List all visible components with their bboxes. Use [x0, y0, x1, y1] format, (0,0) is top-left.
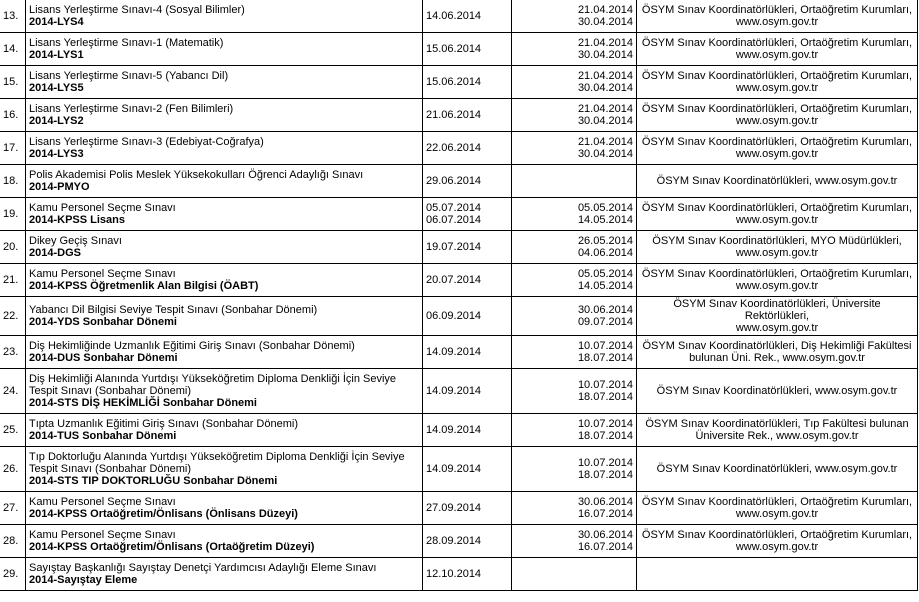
exam-date-cell [423, 447, 511, 491]
exam-date-cell-line: 14.09.2014 [426, 385, 482, 397]
exam-date-cell [423, 297, 511, 335]
table-row [0, 525, 917, 557]
exam-date-cell-line: 06.09.2014 [426, 310, 482, 322]
exam-date-cell [423, 264, 511, 296]
exam-title: Kamu Personel Seçme Sınavı [29, 529, 176, 541]
exam-date-cell [423, 99, 511, 131]
exam-date-cell [423, 492, 511, 524]
application-dates-cell-line: 30.04.2014 [577, 82, 633, 94]
exam-code: 2014-STS DİŞ HEKİMLİĞİ Sonbahar Dönemi [29, 397, 257, 409]
exam-date-cell [423, 525, 511, 557]
exam-name-cell [26, 231, 422, 263]
application-place-cell-line: ÖSYM Sınav Koordinatörlükleri, Ortaöğretim Kurumları, [641, 202, 913, 214]
row-number: 22. [0, 297, 25, 335]
application-dates-cell-line: 30.04.2014 [577, 16, 633, 28]
application-dates-cell [512, 198, 636, 230]
application-place-cell [637, 66, 917, 98]
table-row [0, 33, 917, 65]
exam-name-cell [26, 492, 422, 524]
row-number: 25. [0, 414, 25, 446]
exam-code: 2014-LYS1 [29, 49, 84, 61]
application-place-cell [637, 414, 917, 446]
application-dates-cell [512, 66, 636, 98]
exam-title: Lisans Yerleştirme Sınavı-2 (Fen Bilimleri) [29, 103, 234, 115]
application-place-cell-line: www.osym.gov.tr [735, 280, 819, 292]
application-place-cell-line: ÖSYM Sınav Koordinatörlükleri, Ortaöğretim Kurumları, [641, 70, 913, 82]
exam-name-cell [26, 525, 422, 557]
exam-date-cell [423, 132, 511, 164]
application-place-cell [637, 33, 917, 65]
application-place-cell-line: www.osym.gov.tr [735, 508, 819, 520]
application-dates-cell-line: 05.05.2014 [577, 202, 633, 214]
application-dates-cell-line: 18.07.2014 [577, 430, 633, 442]
exam-name-cell [26, 369, 422, 413]
exam-code: 2014-STS TIP DOKTORLUĞU Sonbahar Dönemi [29, 475, 278, 487]
application-place-cell-line: ÖSYM Sınav Koordinatörlükleri, Üniversite Rektörlükleri, [673, 298, 881, 322]
exam-date-cell [423, 66, 511, 98]
exam-date-cell [423, 231, 511, 263]
application-dates-cell [512, 369, 636, 413]
exam-date-cell-line: 28.09.2014 [426, 535, 482, 547]
application-dates-cell [512, 264, 636, 296]
exam-date-cell [423, 414, 511, 446]
exam-name-cell [26, 297, 422, 335]
exam-code: 2014-KPSS Öğretmenlik Alan Bilgisi (ÖABT) [29, 280, 259, 292]
application-place-cell-line: ÖSYM Sınav Koordinatörlükleri, Diş Hekimliği Fakültesi [642, 340, 912, 352]
exam-date-cell-line: 27.09.2014 [426, 502, 482, 514]
row-number: 29. [0, 558, 25, 590]
application-dates-cell [512, 0, 636, 32]
exam-title: Lisans Yerleştirme Sınavı-4 (Sosyal Bilimler) [29, 4, 245, 16]
exam-code: 2014-DGS [29, 247, 81, 259]
exam-title: Tıpta Uzmanlık Eğitimi Giriş Sınavı (Sonbahar Dönemi) [29, 418, 298, 430]
application-dates-cell [512, 492, 636, 524]
row-number: 14. [0, 33, 25, 65]
exam-name-cell [26, 0, 422, 32]
application-place-cell-line: ÖSYM Sınav Koordinatörlükleri, MYO Müdürlükleri, [652, 235, 902, 247]
application-place-cell-line: ÖSYM Sınav Koordinatörlükleri, www.osym.gov.tr [656, 175, 898, 187]
application-dates-cell-line: 30.04.2014 [577, 148, 633, 160]
application-place-cell [637, 132, 917, 164]
row-number: 15. [0, 66, 25, 98]
exam-date-cell [423, 165, 511, 197]
exam-date-cell [423, 369, 511, 413]
exam-title: Polis Akademisi Polis Meslek Yüksekokulları Öğrenci Adaylığı Sınavı [29, 169, 364, 181]
exam-date-cell [423, 558, 511, 590]
application-dates-cell [512, 297, 636, 335]
application-dates-cell-line: 30.06.2014 [577, 304, 633, 316]
application-dates-cell-line: 14.05.2014 [577, 214, 633, 226]
table-row [0, 198, 917, 230]
row-number: 23. [0, 336, 25, 368]
table-row [0, 0, 917, 32]
exam-code: 2014-Sayıştay Eleme [29, 574, 138, 586]
application-dates-cell [512, 336, 636, 368]
row-number: 13. [0, 0, 25, 32]
exam-code: 2014-TUS Sonbahar Dönemi [29, 430, 177, 442]
exam-code: 2014-KPSS Ortaöğretim/Önlisans (Önlisans Düzeyi) [29, 508, 298, 520]
exam-title: Tıp Doktorluğu Alanında Yurtdışı Yükseköğretim Diploma Denkliği İçin Seviye Tespit Sınavı (Sonbahar Dönemi) [29, 451, 405, 475]
table-row [0, 66, 917, 98]
table-row [0, 558, 917, 590]
application-place-cell [637, 264, 917, 296]
exam-code: 2014-LYS4 [29, 16, 84, 28]
application-place-cell-line: ÖSYM Sınav Koordinatörlükleri, Ortaöğretim Kurumları, [641, 268, 913, 280]
exam-title: Lisans Yerleştirme Sınavı-3 (Edebiyat-Coğrafya) [29, 136, 264, 148]
application-place-cell-line: ÖSYM Sınav Koordinatörlükleri, Ortaöğretim Kurumları, [641, 4, 913, 16]
row-number: 17. [0, 132, 25, 164]
exam-code: 2014-KPSS Lisans [29, 214, 125, 226]
exam-date-cell-line: 14.09.2014 [426, 346, 482, 358]
application-place-cell-line: ÖSYM Sınav Koordinatörlükleri, Tıp Fakültesi bulunan [645, 418, 909, 430]
row-number: 26. [0, 447, 25, 491]
application-dates-cell-line: 18.07.2014 [577, 352, 633, 364]
application-dates-cell [512, 525, 636, 557]
application-place-cell [637, 165, 917, 197]
application-place-cell-line: ÖSYM Sınav Koordinatörlükleri, Ortaöğretim Kurumları, [641, 37, 913, 49]
exam-name-cell [26, 33, 422, 65]
application-place-cell-line: www.osym.gov.tr [735, 214, 819, 226]
table-row [0, 492, 917, 524]
application-dates-cell-line: 10.07.2014 [577, 340, 633, 352]
application-dates-cell-line: 30.04.2014 [577, 115, 633, 127]
exam-date-cell-line: 15.06.2014 [426, 43, 482, 55]
application-dates-cell-line: 26.05.2014 [577, 235, 633, 247]
exam-code: 2014-LYS2 [29, 115, 84, 127]
application-place-cell-line: www.osym.gov.tr [735, 82, 819, 94]
exam-title: Sayıştay Başkanlığı Sayıştay Denetçi Yardımcısı Adaylığı Eleme Sınavı [29, 562, 377, 574]
application-place-cell-line: ÖSYM Sınav Koordinatörlükleri, Ortaöğretim Kurumları, [641, 136, 913, 148]
application-place-cell [637, 336, 917, 368]
exam-code: 2014-LYS5 [29, 82, 84, 94]
exam-date-cell [423, 33, 511, 65]
application-place-cell-line: www.osym.gov.tr [735, 541, 819, 553]
exam-code: 2014-LYS3 [29, 148, 84, 160]
application-place-cell-line: www.osym.gov.tr [735, 148, 819, 160]
row-number: 18. [0, 165, 25, 197]
application-dates-cell-line: 05.05.2014 [577, 268, 633, 280]
exam-name-cell [26, 165, 422, 197]
table-row [0, 99, 917, 131]
application-dates-cell-line: 18.07.2014 [577, 391, 633, 403]
application-dates-cell-line: 14.05.2014 [577, 280, 633, 292]
application-dates-cell-line: 21.04.2014 [577, 37, 633, 49]
exam-name-cell [26, 66, 422, 98]
exam-name-cell [26, 414, 422, 446]
application-place-cell [637, 297, 917, 335]
application-dates-cell-line: 10.07.2014 [577, 418, 633, 430]
exam-code: 2014-KPSS Ortaöğretim/Önlisans (Ortaöğretim Düzeyi) [29, 541, 315, 553]
application-dates-cell [512, 558, 636, 590]
application-dates-cell [512, 165, 636, 197]
application-dates-cell [512, 132, 636, 164]
exam-date-cell-line: 19.07.2014 [426, 241, 482, 253]
exam-title: Dikey Geçiş Sınavı [29, 235, 122, 247]
table-row [0, 165, 917, 197]
application-dates-cell-line: 21.04.2014 [577, 136, 633, 148]
exam-name-cell [26, 558, 422, 590]
table-row [0, 264, 917, 296]
exam-title: Lisans Yerleştirme Sınavı-5 (Yabancı Dil) [29, 70, 229, 82]
exam-name-cell [26, 336, 422, 368]
exam-date-cell-line: 22.06.2014 [426, 142, 482, 154]
application-place-cell [637, 198, 917, 230]
application-dates-cell [512, 231, 636, 263]
exam-title: Diş Hekimliğinde Uzmanlık Eğitimi Giriş Sınavı (Sonbahar Dönemi) [29, 340, 355, 352]
exam-title: Kamu Personel Seçme Sınavı [29, 496, 176, 508]
table-row [0, 297, 917, 335]
application-dates-cell-line: 10.07.2014 [577, 379, 633, 391]
application-dates-cell-line: 16.07.2014 [577, 508, 633, 520]
exam-code: 2014-YDS Sonbahar Dönemi [29, 316, 177, 328]
table-row [0, 369, 917, 413]
exam-code: 2014-DUS Sonbahar Dönemi [29, 352, 178, 364]
table-row [0, 231, 917, 263]
application-place-cell [637, 99, 917, 131]
application-place-cell-line: ÖSYM Sınav Koordinatörlükleri, Ortaöğretim Kurumları, [641, 529, 913, 541]
application-dates-cell-line: 21.04.2014 [577, 70, 633, 82]
exam-name-cell [26, 264, 422, 296]
application-place-cell-line: www.osym.gov.tr [735, 247, 819, 259]
exam-date-cell-line: 15.06.2014 [426, 76, 482, 88]
exam-date-cell [423, 198, 511, 230]
exam-code: 2014-PMYO [29, 181, 90, 193]
exam-date-cell-line: 12.10.2014 [426, 568, 482, 580]
exam-name-cell [26, 99, 422, 131]
exam-date-cell-line: 29.06.2014 [426, 175, 482, 187]
application-place-cell-line: bulunan Üni. Rek., www.osym.gov.tr [689, 352, 865, 364]
application-dates-cell-line: 21.04.2014 [577, 4, 633, 16]
application-place-cell-line: ÖSYM Sınav Koordinatörlükleri, Ortaöğretim Kurumları, [641, 103, 913, 115]
application-place-cell [637, 447, 917, 491]
exam-title: Yabancı Dil Bilgisi Seviye Tespit Sınavı (Sonbahar Dönemi) [29, 304, 318, 316]
application-place-cell-line: ÖSYM Sınav Koordinatörlükleri, Ortaöğretim Kurumları, [641, 496, 913, 508]
exam-title: Kamu Personel Seçme Sınavı [29, 202, 176, 214]
exam-date-cell [423, 0, 511, 32]
application-dates-cell-line: 30.06.2014 [577, 496, 633, 508]
application-dates-cell-line: 09.07.2014 [577, 316, 633, 328]
table-row [0, 414, 917, 446]
application-dates-cell-line: 16.07.2014 [577, 541, 633, 553]
application-dates-cell [512, 33, 636, 65]
application-place-cell-line: ÖSYM Sınav Koordinatörlükleri, www.osym.gov.tr [656, 385, 898, 397]
table-row [0, 132, 917, 164]
application-dates-cell [512, 414, 636, 446]
exam-date-cell-line: 14.06.2014 [426, 10, 482, 22]
application-dates-cell [512, 99, 636, 131]
exam-date-cell-line: 05.07.2014 [426, 202, 482, 214]
exam-title: Diş Hekimliği Alanında Yurtdışı Yükseköğretim Diploma Denkliği İçin Seviye Tespit Sınavı (Sonbahar Dönemi) [29, 373, 397, 397]
row-number: 27. [0, 492, 25, 524]
application-place-cell [637, 231, 917, 263]
row-number: 21. [0, 264, 25, 296]
exam-name-cell [26, 447, 422, 491]
application-dates-cell-line: 04.06.2014 [577, 247, 633, 259]
application-place-cell-line: Üniversite Rek., www.osym.gov.tr [695, 430, 859, 442]
exam-date-cell-line: 06.07.2014 [426, 214, 482, 226]
application-dates-cell-line: 10.07.2014 [577, 457, 633, 469]
exam-date-cell-line: 21.06.2014 [426, 109, 482, 121]
application-dates-cell [512, 447, 636, 491]
application-place-cell [637, 492, 917, 524]
row-number: 16. [0, 99, 25, 131]
table-row [0, 447, 917, 491]
table-row [0, 336, 917, 368]
row-number: 28. [0, 525, 25, 557]
exam-name-cell [26, 198, 422, 230]
row-number: 19. [0, 198, 25, 230]
application-place-cell [637, 558, 917, 590]
exam-name-cell [26, 132, 422, 164]
application-place-cell-line: www.osym.gov.tr [735, 115, 819, 127]
exam-title: Lisans Yerleştirme Sınavı-1 (Matematik) [29, 37, 224, 49]
application-place-cell-line: www.osym.gov.tr [735, 322, 819, 334]
row-number: 24. [0, 369, 25, 413]
exam-date-cell-line: 20.07.2014 [426, 274, 482, 286]
row-number: 20. [0, 231, 25, 263]
application-dates-cell-line: 18.07.2014 [577, 469, 633, 481]
exam-date-cell-line: 14.09.2014 [426, 463, 482, 475]
application-dates-cell-line: 30.06.2014 [577, 529, 633, 541]
application-place-cell [637, 369, 917, 413]
application-place-cell [637, 0, 917, 32]
application-place-cell-line: www.osym.gov.tr [735, 16, 819, 28]
application-place-cell-line: www.osym.gov.tr [735, 49, 819, 61]
application-place-cell [637, 525, 917, 557]
application-dates-cell-line: 30.04.2014 [577, 49, 633, 61]
application-dates-cell-line: 21.04.2014 [577, 103, 633, 115]
exam-title: Kamu Personel Seçme Sınavı [29, 268, 176, 280]
exam-date-cell-line: 14.09.2014 [426, 424, 482, 436]
exam-date-cell [423, 336, 511, 368]
application-place-cell-line: ÖSYM Sınav Koordinatörlükleri, www.osym.gov.tr [656, 463, 898, 475]
